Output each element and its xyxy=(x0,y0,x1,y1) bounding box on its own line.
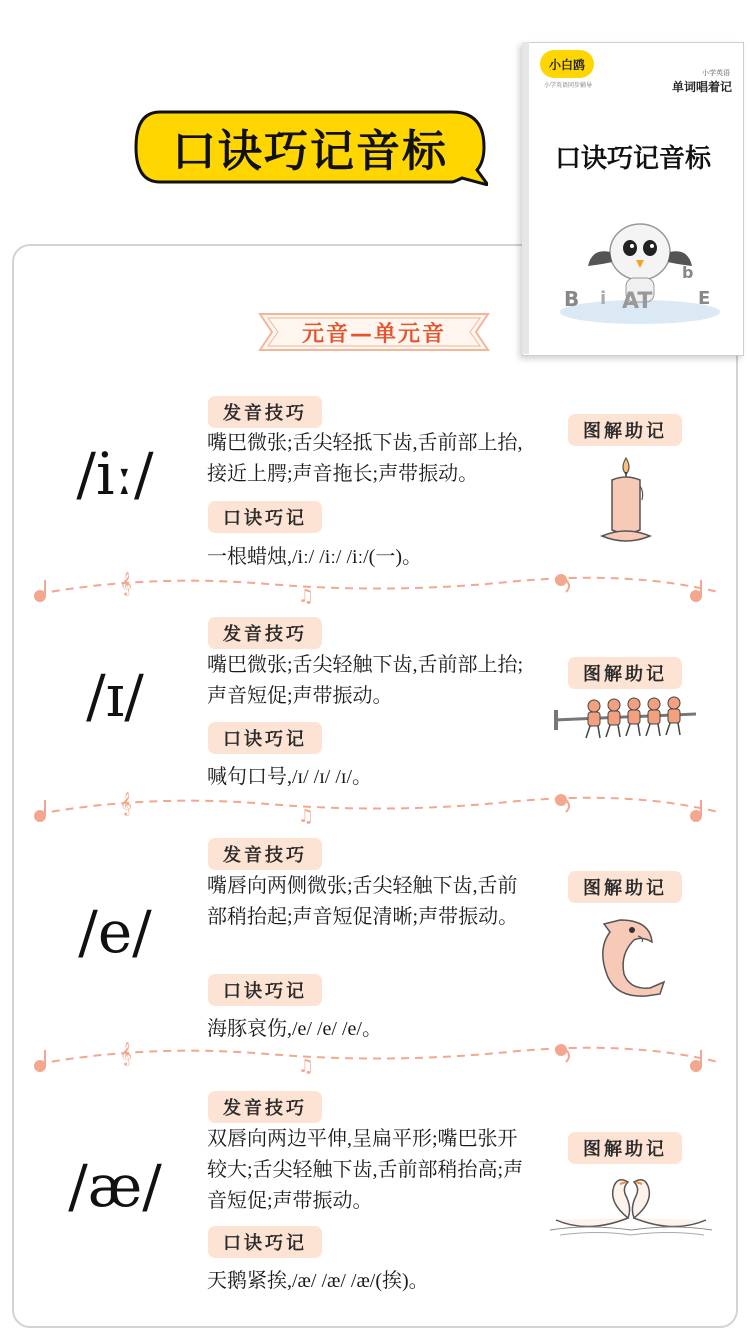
music-divider xyxy=(28,790,718,826)
phonetic-symbol: /iː/ xyxy=(76,440,154,508)
svg-text:B: B xyxy=(564,287,580,311)
svg-text:𝄞: 𝄞 xyxy=(120,571,132,595)
brand-subtitle: 小学英语同步辅导 xyxy=(543,82,592,89)
music-divider xyxy=(28,1040,718,1076)
book-spine xyxy=(522,42,529,354)
dolphin-icon xyxy=(580,914,672,1000)
series-name: 单词唱着记 xyxy=(671,80,732,94)
rhyme-label: 口诀巧记 xyxy=(208,974,322,1006)
section-title: 元音—单元音 xyxy=(301,321,446,347)
svg-text:♫: ♫ xyxy=(298,1056,315,1076)
picture-label: 图解助记 xyxy=(568,871,682,903)
picture-label: 图解助记 xyxy=(568,414,682,446)
svg-text:AT: AT xyxy=(622,289,653,314)
rhyme-label: 口诀巧记 xyxy=(208,501,322,533)
svg-text:𝄞: 𝄞 xyxy=(120,1041,132,1065)
picture-label: 图解助记 xyxy=(568,657,682,689)
rhyme-text: 海豚哀伤,/e/ /e/ /e/。 xyxy=(207,1018,382,1040)
bird-mascot-illustration xyxy=(548,208,728,328)
book-title: 口诀巧记音标 xyxy=(554,144,711,174)
phonetic-symbol: /æ/ xyxy=(68,1152,162,1220)
pronunciation-tip: 嘴唇向两侧微张;舌尖轻触下齿,舌前部稍抬起;声音短促清晰;声带振动。 xyxy=(207,875,519,928)
page-title: 口诀巧记音标 xyxy=(172,126,448,177)
tips-label: 发音技巧 xyxy=(208,838,322,870)
pronunciation-tip: 嘴巴微张;舌尖轻抵下齿,舌前部上抬,接近上腭;声音拖长;声带振动。 xyxy=(207,432,523,485)
rhyme-label: 口诀巧记 xyxy=(208,722,322,754)
rhyme-label: 口诀巧记 xyxy=(208,1226,322,1258)
svg-text:i: i xyxy=(600,288,607,309)
pronunciation-tip: 嘴巴微张;舌尖轻触下齿,舌前部上抬;声音短促;声带振动。 xyxy=(207,654,524,707)
svg-text:b: b xyxy=(682,263,694,282)
svg-text:♫: ♫ xyxy=(298,806,315,826)
rhyme-text: 一根蜡烛,/iː/ /iː/ /iː/(一)。 xyxy=(207,546,422,568)
series-subject: 小学英语 xyxy=(702,69,730,77)
svg-text:♫: ♫ xyxy=(298,586,315,606)
tips-label: 发音技巧 xyxy=(208,617,322,649)
music-divider xyxy=(28,570,718,606)
tips-label: 发音技巧 xyxy=(208,396,322,428)
phonetic-symbol: /ɪ/ xyxy=(86,662,144,730)
rhyme-text: 喊句口号,/ɪ/ /ɪ/ /ɪ/。 xyxy=(207,766,373,788)
candle-icon xyxy=(596,456,656,544)
rhyme-text: 天鹅紧挨,/æ/ /æ/ /æ/(挨)。 xyxy=(207,1270,429,1292)
picture-label: 图解助记 xyxy=(568,1132,682,1164)
phonetic-symbol: /e/ xyxy=(78,898,152,966)
svg-text:𝄞: 𝄞 xyxy=(120,791,132,815)
pronunciation-tip: 双唇向两边平伸,呈扁平形;嘴巴张开较大;舌尖轻触下齿,舌前部稍抬高;声音短促;声带振动。 xyxy=(207,1128,524,1212)
swans-icon xyxy=(548,1172,714,1238)
brand-logo: 小白鸥 xyxy=(540,50,594,78)
svg-text:E: E xyxy=(698,288,711,309)
tips-label: 发音技巧 xyxy=(208,1091,322,1123)
tug-of-war-icon xyxy=(550,696,700,744)
